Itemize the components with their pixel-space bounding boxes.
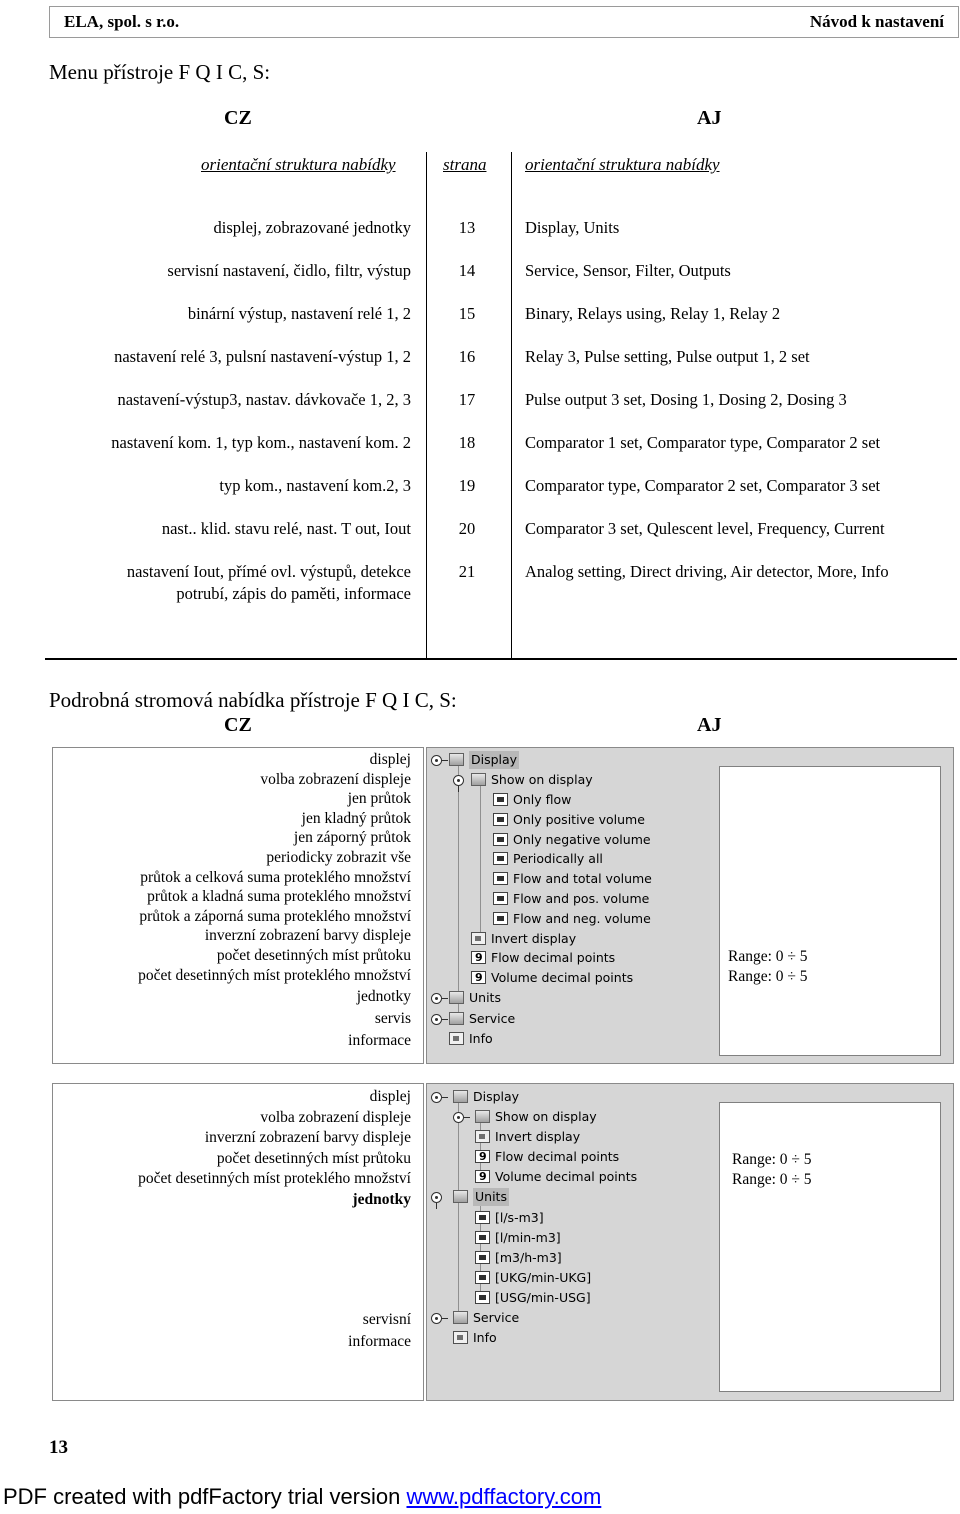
cz-line: informace <box>348 1333 411 1350</box>
row-cz: servisní nastavení, čidlo, filtr, výstup <box>167 261 411 280</box>
cz-line: volba zobrazení displeje <box>260 770 411 788</box>
row-aj: Comparator type, Comparator 2 set, Comparator 3 set <box>525 476 881 495</box>
page-number: 13 <box>49 1437 68 1458</box>
section-divider <box>45 658 957 660</box>
info-icon <box>453 1331 468 1344</box>
row-aj: Display, Units <box>525 218 620 237</box>
page-header <box>49 6 959 38</box>
row-aj: Relay 3, Pulse setting, Pulse output 1, 2 set <box>525 347 810 366</box>
range-label: Range: 0 ÷ 5 <box>732 1171 812 1188</box>
tree-aj-label: AJ <box>697 714 722 736</box>
expand-key-icon[interactable] <box>431 755 442 766</box>
row-page: 18 <box>458 433 476 452</box>
footer-link[interactable]: www.pdffactory.com <box>406 1484 602 1509</box>
checkbox-icon <box>475 1251 490 1264</box>
expand-key-icon[interactable] <box>431 993 442 1004</box>
cz-line: počet desetinných míst průtoku <box>216 947 411 964</box>
checkbox-icon <box>475 1271 490 1284</box>
cz-line: jen záporný průtok <box>293 829 411 847</box>
folder-icon <box>453 1311 468 1324</box>
cz-line: volba zobrazení displeje <box>260 1109 411 1126</box>
row-cz: nastavení kom. 1, typ kom., nastavení kom. 2 <box>111 433 411 452</box>
detail-panel-1 <box>719 766 941 1056</box>
row-page: 19 <box>458 476 476 495</box>
row-aj: Pulse output 3 set, Dosing 1, Dosing 2, Dosing 3 <box>525 390 847 409</box>
row-cz: nastavení relé 3, pulsní nastavení-výstup 1, 2 <box>114 347 411 366</box>
row-aj: Service, Sensor, Filter, Outputs <box>525 261 731 280</box>
cz-line: jednotky <box>356 988 411 1005</box>
tree-line <box>480 786 481 942</box>
cz-line: servisní <box>362 1311 411 1328</box>
folder-icon <box>453 1090 468 1103</box>
cz-line: průtok a záporná suma proteklého množství <box>139 907 411 925</box>
row-page: 13 <box>458 218 476 237</box>
tree-line <box>458 766 459 1022</box>
checkbox-icon <box>475 1211 490 1224</box>
row-aj: Comparator 3 set, Qulescent level, Frequency, Current <box>525 519 885 538</box>
row-aj: Comparator 1 set, Comparator type, Comparator 2 set <box>525 433 881 452</box>
number-icon <box>475 1150 490 1163</box>
cz-line: informace <box>348 1032 411 1049</box>
row-cz-continuation: potrubí, zápis do paměti, informace <box>176 584 411 603</box>
menu-title: Menu přístroje F Q I C, S: <box>49 60 271 84</box>
checkbox-icon <box>493 793 508 806</box>
cz-line: displej <box>369 1088 411 1105</box>
expand-key-icon[interactable] <box>453 775 464 786</box>
row-page: 17 <box>458 390 476 409</box>
column-divider-left <box>426 152 427 658</box>
row-page: 21 <box>458 562 476 581</box>
info-icon <box>449 1032 464 1045</box>
subheader-page: strana <box>443 155 487 174</box>
row-page: 20 <box>458 519 476 538</box>
tree-panel-1: Range: 0 ÷ 5 Range: 0 ÷ 5 Display Show on display Only flow Only positive volume Only negative volume Periodically all Flow and total volume Flow and pos. volume Flow and neg. volume Invert display 9 Flow decimal points 9 Volume decimal points Units Service Info <box>426 747 954 1064</box>
checkbox-icon <box>493 833 508 846</box>
cz-description-box-2 <box>52 1083 424 1401</box>
row-aj: Binary, Relays using, Relay 1, Relay 2 <box>525 304 781 323</box>
cz-line: displej <box>369 751 411 768</box>
checkbox-icon <box>475 1130 490 1143</box>
cz-line: průtok a celková suma proteklého množství <box>140 868 411 886</box>
checkbox-icon <box>493 872 508 885</box>
cz-line: počet desetinných míst proteklého množství <box>138 1170 411 1187</box>
number-icon <box>471 951 486 964</box>
cz-description-box-1 <box>52 747 424 1064</box>
tree-line <box>458 1102 459 1320</box>
checkbox-icon <box>493 892 508 905</box>
cz-line: průtok a kladná suma proteklého množství <box>147 888 411 906</box>
row-aj: Analog setting, Direct driving, Air detector, More, Info <box>525 562 889 581</box>
cz-line: jednotky <box>352 1191 411 1208</box>
checkbox-icon <box>475 1231 490 1244</box>
cz-line: jen průtok <box>347 790 411 808</box>
cz-line: počet desetinných míst proteklého množství <box>138 966 411 984</box>
folder-icon <box>449 991 464 1004</box>
detail-panel-2 <box>719 1102 941 1392</box>
row-cz: nast.. klid. stavu relé, nast. T out, Iout <box>161 519 411 538</box>
cz-line: počet desetinných míst průtoku <box>216 1150 411 1167</box>
row-cz: displej, zobrazované jednotky <box>213 218 411 237</box>
column-cz-label: CZ <box>224 107 252 129</box>
expand-key-icon[interactable] <box>431 1313 442 1324</box>
column-divider-right <box>511 152 512 658</box>
checkbox-icon <box>471 932 486 945</box>
row-cz: nastavení-výstup3, nastav. dávkovače 1, 2, 3 <box>117 390 411 409</box>
subheader-aj: orientační struktura nabídky <box>525 155 720 174</box>
checkbox-icon <box>475 1291 490 1304</box>
folder-icon <box>475 1110 490 1123</box>
pdf-footer <box>3 1484 601 1510</box>
row-cz: typ kom., nastavení kom.2, 3 <box>219 476 411 495</box>
document-title: Návod k nastavení <box>809 12 944 31</box>
row-cz: nastavení Iout, přímé ovl. výstupů, detekce <box>126 562 411 581</box>
cz-line: inverzní zobrazení barvy displeje <box>204 927 411 945</box>
cz-line: inverzní zobrazení barvy displeje <box>204 1129 411 1146</box>
range-label: Range: 0 ÷ 5 <box>728 968 808 985</box>
subheader-cz: orientační struktura nabídky <box>201 155 396 174</box>
company-name: ELA, spol. s r.o. <box>64 12 180 31</box>
tree-panel-2: Range: 0 ÷ 5 Range: 0 ÷ 5 Display Show on display Invert display 9 Flow decimal points 9 Volume decimal points Units [l/s-m3] [l/min-m3] [m3/h-m3] [UKG/min-UKG] [USG/min-USG] Service Info <box>426 1083 954 1401</box>
expand-key-icon[interactable] <box>431 1192 442 1203</box>
row-page: 14 <box>458 261 476 280</box>
tree-cz-label: CZ <box>224 714 252 736</box>
expand-key-icon[interactable] <box>453 1112 464 1123</box>
column-aj-label: AJ <box>697 107 722 129</box>
row-cz: binární výstup, nastavení relé 1, 2 <box>187 304 411 323</box>
expand-key-icon[interactable] <box>431 1092 442 1103</box>
tree-section-title: Podrobná stromová nabídka přístroje F Q I C, S: <box>49 688 457 712</box>
cz-line: periodicky zobrazit vše <box>266 849 411 866</box>
checkbox-icon <box>493 813 508 826</box>
folder-icon <box>453 1190 468 1203</box>
expand-key-icon[interactable] <box>431 1014 442 1025</box>
range-label: Range: 0 ÷ 5 <box>728 948 808 965</box>
footer-text: PDF created with pdfFactory trial version <box>3 1484 407 1509</box>
number-icon <box>471 971 486 984</box>
row-page: 15 <box>458 304 476 323</box>
number-icon <box>475 1170 490 1183</box>
folder-icon <box>471 773 486 786</box>
range-label: Range: 0 ÷ 5 <box>732 1151 812 1168</box>
cz-line: jen kladný průtok <box>301 809 411 827</box>
row-page: 16 <box>458 347 476 366</box>
checkbox-icon <box>493 852 508 865</box>
checkbox-icon <box>493 912 508 925</box>
folder-icon <box>449 753 464 766</box>
folder-icon <box>449 1012 464 1025</box>
cz-line: servis <box>374 1010 411 1027</box>
